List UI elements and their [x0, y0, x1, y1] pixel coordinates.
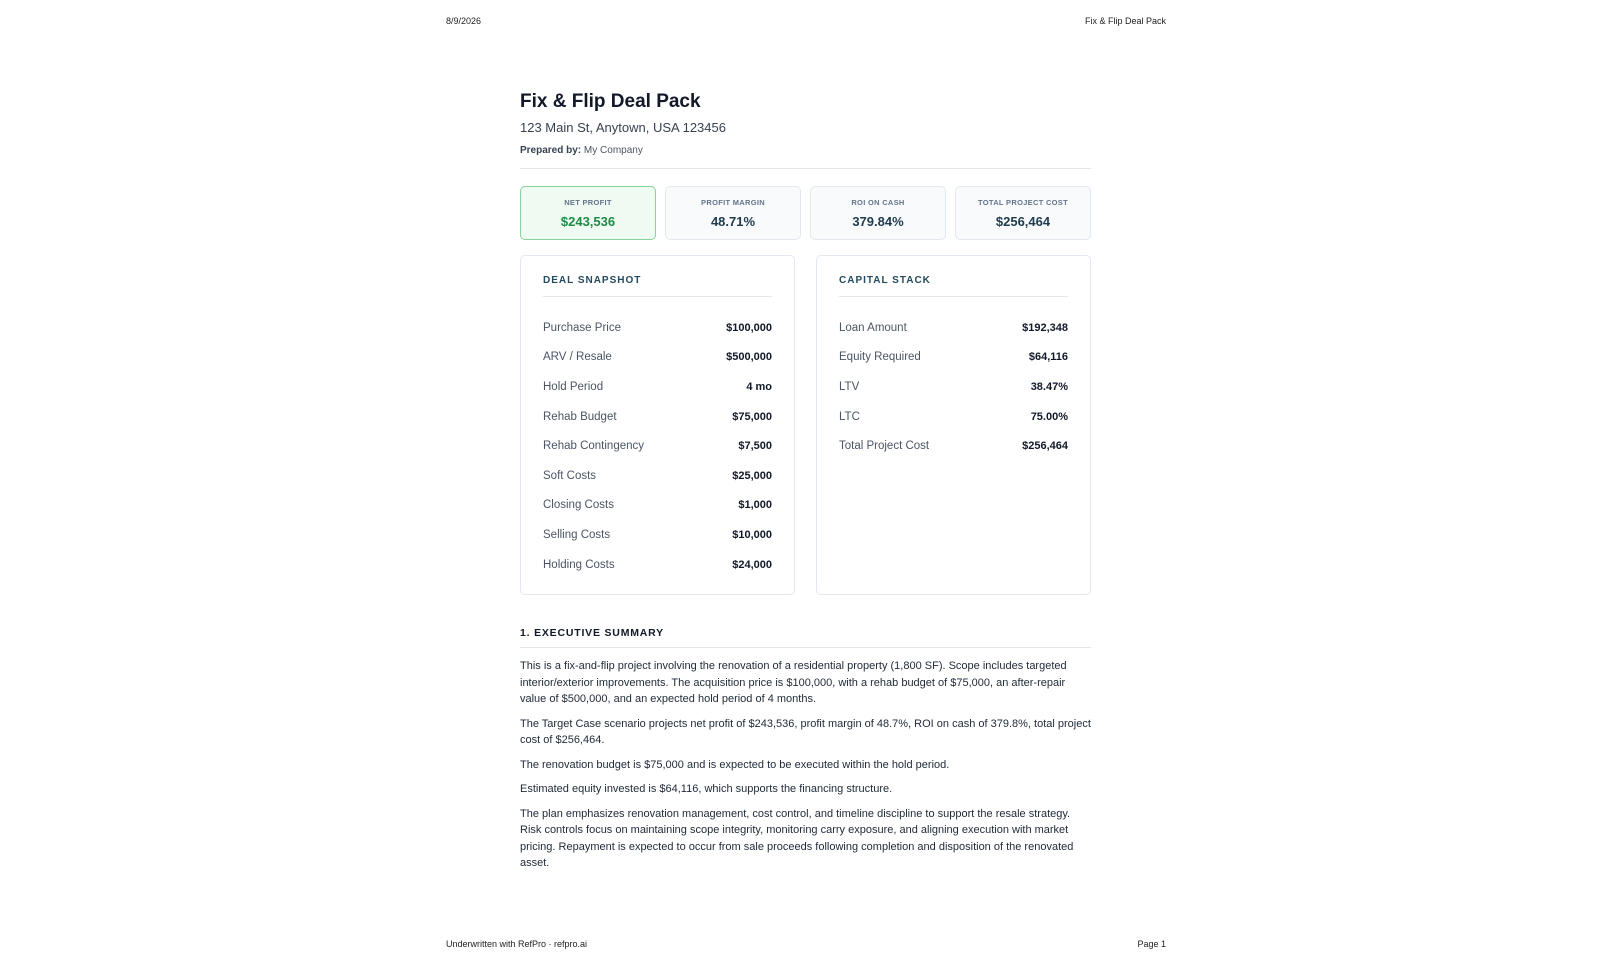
list-item — [543, 402, 772, 432]
kpi-label: NET PROFIT — [564, 198, 612, 207]
list-item — [543, 520, 772, 550]
property-address: 123 Main St, Anytown, USA 123456 — [520, 120, 726, 135]
row-label: Rehab Budget — [543, 410, 617, 423]
capital-stack-list — [839, 313, 1068, 461]
kpi-value: 48.71% — [710, 214, 756, 229]
document-title: Fix & Flip Deal Pack — [520, 91, 701, 112]
kpi-cards — [520, 186, 1091, 240]
page-number: Page 1 — [1137, 939, 1166, 949]
kpi-value: $243,536 — [560, 214, 616, 229]
capital-stack-panel — [816, 255, 1091, 595]
row-label: Hold Period — [543, 380, 604, 393]
row-label: Closing Costs — [543, 499, 614, 512]
row-value: $100,000 — [726, 321, 772, 334]
list-item — [839, 343, 1068, 373]
kpi-card-profit-margin — [665, 186, 801, 240]
summary-paragraph: This is a fix-and-flip project involving the renovation of a residential property (1,800 SF). Scope includes targeted interior/exterior improvements. The acquisition price is $100,000, with a rehab budget of $75,000, an after-repair value of $500,000, and an expected hold period of 4 months. — [520, 660, 1067, 705]
list-item — [543, 431, 772, 461]
row-value: $7,500 — [738, 440, 772, 453]
kpi-label: ROI ON CASH — [851, 198, 905, 207]
row-label: Total Project Cost — [839, 440, 930, 453]
row-value: $500,000 — [726, 351, 772, 364]
prepared-by-value: My Company — [583, 145, 643, 156]
row-value: $10,000 — [732, 528, 772, 541]
summary-panels — [520, 255, 1091, 595]
row-value: $1,000 — [738, 499, 772, 512]
kpi-card-total-project-cost — [955, 186, 1091, 240]
summary-paragraph: The plan emphasizes renovation management, cost control, and timeline discipline to support the resale strategy. Risk controls focus on maintaining scope integrity, monitoring carry exposure, and aligning execution with market pricing. Repayment is expected to occur from sale proceeds following completion and disposition of the renovated asset. — [520, 807, 1074, 869]
row-label: LTC — [839, 410, 860, 423]
kpi-card-net-profit — [520, 186, 656, 240]
list-item — [839, 372, 1068, 402]
list-item — [839, 431, 1068, 461]
kpi-value: 379.84% — [852, 214, 904, 229]
deal-snapshot-list — [543, 313, 772, 579]
executive-summary-body — [520, 658, 1091, 872]
row-value: 38.47% — [1030, 380, 1068, 393]
print-header-title: Fix & Flip Deal Pack — [1084, 16, 1166, 26]
row-label: Purchase Price — [543, 321, 621, 334]
row-value: $192,348 — [1022, 321, 1068, 334]
row-value: $75,000 — [732, 410, 772, 423]
list-item — [543, 491, 772, 521]
panel-title: CAPITAL STACK — [839, 274, 1068, 297]
panel-title: DEAL SNAPSHOT — [543, 274, 772, 297]
row-value: 4 mo — [746, 380, 772, 393]
document-content — [520, 86, 1091, 880]
row-label: LTV — [839, 380, 860, 393]
row-label: ARV / Resale — [543, 351, 612, 364]
list-item — [839, 402, 1068, 432]
kpi-label: TOTAL PROJECT COST — [978, 198, 1068, 207]
prepared-by — [520, 144, 1091, 158]
row-value: $64,116 — [1028, 351, 1068, 364]
kpi-value: $256,464 — [995, 214, 1051, 229]
row-value: 75.00% — [1030, 410, 1068, 423]
row-value: $24,000 — [732, 558, 772, 571]
summary-paragraph: The renovation budget is $75,000 and is expected to be executed within the hold period. — [520, 758, 950, 771]
row-label: Loan Amount — [839, 321, 907, 334]
list-item — [543, 313, 772, 343]
row-label: Holding Costs — [543, 558, 615, 571]
header-divider — [520, 168, 1091, 169]
list-item — [543, 372, 772, 402]
kpi-card-roi-on-cash — [810, 186, 946, 240]
row-label: Equity Required — [839, 351, 921, 364]
list-item — [543, 343, 772, 373]
list-item — [839, 313, 1068, 343]
row-value: $25,000 — [732, 469, 772, 482]
print-date: 8/9/2026 — [446, 16, 482, 26]
row-value: $256,464 — [1022, 440, 1068, 453]
executive-summary-heading: 1. EXECUTIVE SUMMARY — [520, 626, 1091, 648]
prepared-by-label: Prepared by: — [520, 145, 582, 156]
footer-credit: Underwritten with RefPro · refpro.ai — [446, 939, 588, 949]
deal-snapshot-panel — [520, 255, 795, 595]
kpi-label: PROFIT MARGIN — [701, 198, 765, 207]
row-label: Soft Costs — [543, 469, 597, 482]
row-label: Selling Costs — [543, 528, 611, 541]
summary-paragraph: Estimated equity invested is $64,116, which supports the financing structure. — [520, 783, 893, 795]
row-label: Rehab Contingency — [543, 440, 645, 453]
list-item — [543, 461, 772, 491]
list-item — [543, 550, 772, 580]
summary-paragraph: The Target Case scenario projects net profit of $243,536, profit margin of 48.7%, ROI on cash of 379.8%, total project cost of $256,464. — [520, 717, 1091, 746]
